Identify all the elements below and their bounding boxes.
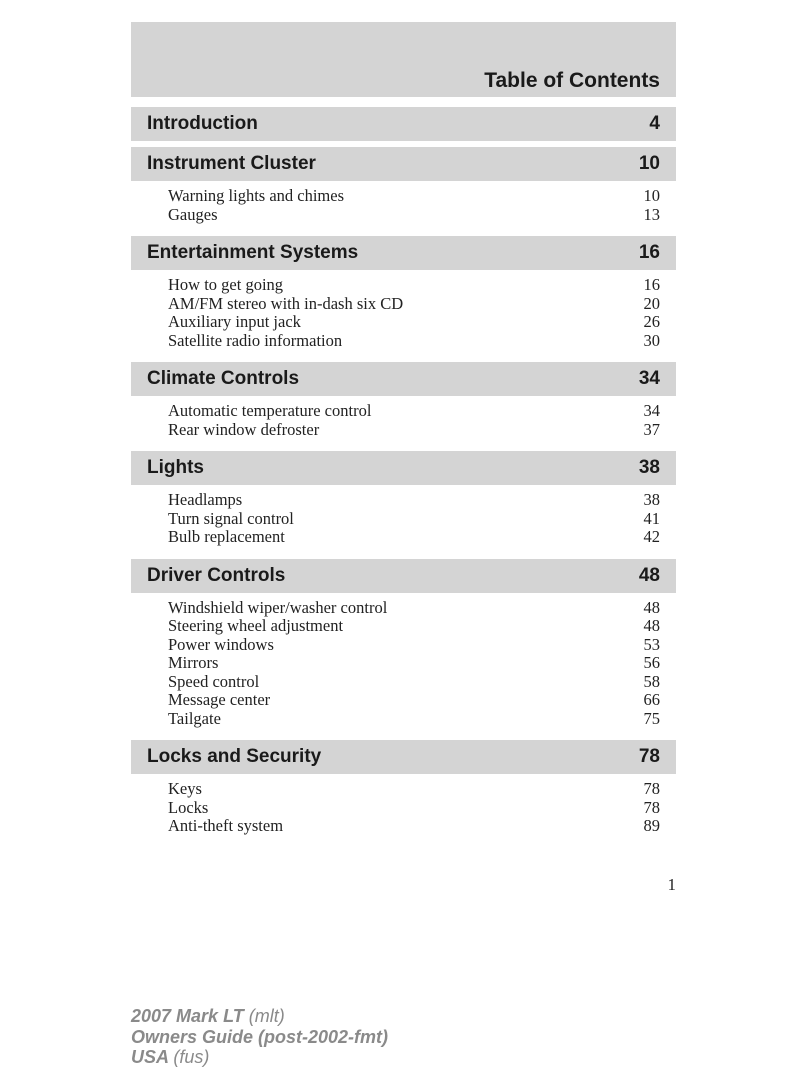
- section-title: Locks and Security: [147, 746, 322, 767]
- entry-page: 48: [643, 616, 660, 635]
- section-title: Driver Controls: [147, 564, 286, 586]
- entry-page: 78: [643, 797, 660, 817]
- toc-entry[interactable]: [168, 187, 660, 206]
- toc-section: [131, 362, 676, 445]
- toc-entry[interactable]: [168, 599, 660, 618]
- footer-line-market: [131, 1047, 388, 1068]
- section-header[interactable]: [131, 147, 676, 181]
- document-footer: [131, 1006, 388, 1068]
- section-spacer: [131, 836, 676, 842]
- entry-label: Mirrors: [168, 653, 219, 672]
- section-header[interactable]: [131, 559, 676, 593]
- entry-label: Headlamps: [168, 490, 243, 509]
- entry-page: 42: [643, 527, 660, 546]
- section-page: 10: [638, 153, 660, 174]
- toc-entry[interactable]: [168, 295, 660, 314]
- entry-label: How to get going: [168, 275, 284, 294]
- footer-line-guide: [131, 1027, 388, 1048]
- footer-guide: Owners Guide (post-2002-fmt): [131, 1026, 389, 1047]
- toc-entry[interactable]: [168, 421, 660, 440]
- section-header[interactable]: [131, 236, 676, 270]
- toc-section: [131, 559, 676, 735]
- section-spacer: [131, 439, 676, 445]
- entry-label: Anti-theft system: [168, 816, 284, 835]
- toc-entry[interactable]: [168, 206, 660, 225]
- toc-entry[interactable]: [168, 636, 660, 655]
- entry-label: Tailgate: [168, 708, 221, 728]
- entry-page: 58: [643, 671, 660, 691]
- toc-entry[interactable]: [168, 276, 660, 295]
- entry-page: 10: [643, 186, 660, 205]
- footer-line-model: [131, 1006, 388, 1027]
- section-title: Instrument Cluster: [147, 153, 316, 174]
- section-title: Introduction: [147, 113, 258, 134]
- toc-section: [131, 451, 676, 553]
- section-entries: [131, 270, 676, 350]
- section-spacer: [131, 728, 676, 734]
- footer-model: 2007 Mark LT: [131, 1006, 244, 1026]
- toc-entry[interactable]: [168, 528, 660, 547]
- section-page: 16: [638, 242, 660, 263]
- entry-label: Gauges: [168, 204, 218, 224]
- entry-label: Auxiliary input jack: [168, 312, 301, 331]
- footer-model-code: (mlt): [248, 1006, 285, 1026]
- entry-page: 56: [643, 653, 660, 672]
- entry-page: 20: [643, 293, 660, 313]
- toc-section: [131, 147, 676, 230]
- section-title: Lights: [147, 457, 204, 478]
- section-entries: [131, 485, 676, 547]
- entry-page: 16: [643, 275, 660, 294]
- entry-label: Automatic temperature control: [168, 401, 372, 420]
- section-entries: [131, 593, 676, 729]
- entry-page: 13: [643, 204, 660, 224]
- toc-entry[interactable]: [168, 654, 660, 673]
- toc-entry[interactable]: [168, 780, 660, 799]
- entry-page: 75: [643, 708, 660, 728]
- section-header[interactable]: [131, 362, 676, 396]
- toc-entry[interactable]: [168, 673, 660, 692]
- entry-page: 26: [643, 312, 660, 331]
- section-header[interactable]: [131, 740, 676, 774]
- section-page: 78: [638, 746, 660, 767]
- entry-page: 38: [643, 490, 660, 509]
- entry-label: Power windows: [168, 634, 274, 654]
- toc-section: [131, 740, 676, 842]
- entry-label: Message center: [168, 690, 271, 709]
- entry-page: 30: [643, 330, 660, 350]
- section-header[interactable]: [131, 107, 676, 141]
- page-title: Table of Contents: [484, 69, 660, 92]
- section-entries: [131, 396, 676, 439]
- entry-label: Steering wheel adjustment: [168, 616, 344, 635]
- toc-section: [131, 236, 676, 356]
- section-header[interactable]: [131, 451, 676, 485]
- section-entries: [131, 774, 676, 836]
- entry-label: Locks: [168, 797, 209, 817]
- toc-entry[interactable]: [168, 617, 660, 636]
- section-title: Climate Controls: [147, 368, 300, 389]
- toc-entry[interactable]: [168, 710, 660, 729]
- toc-entry[interactable]: [168, 402, 660, 421]
- entry-page: 66: [643, 690, 660, 709]
- entry-page: 78: [643, 779, 660, 798]
- section-page: 48: [638, 564, 660, 586]
- entry-page: 53: [643, 634, 660, 654]
- section-title: Entertainment Systems: [147, 242, 359, 263]
- toc-entry[interactable]: [168, 510, 660, 529]
- entry-page: 48: [643, 597, 660, 617]
- section-spacer: [131, 350, 676, 356]
- entry-label: AM/FM stereo with in-dash six CD: [168, 293, 404, 313]
- entry-page: 34: [643, 401, 660, 420]
- entry-label: Turn signal control: [168, 508, 294, 528]
- section-spacer: [131, 547, 676, 553]
- header-band: [131, 22, 676, 97]
- toc-page: [131, 22, 676, 848]
- toc-entry[interactable]: [168, 817, 660, 836]
- table-of-contents: [131, 107, 676, 842]
- entry-label: Speed control: [168, 671, 260, 691]
- section-spacer: [131, 224, 676, 230]
- section-entries: [131, 181, 676, 224]
- section-page: 4: [649, 113, 660, 134]
- section-page: 38: [638, 457, 660, 478]
- entry-label: Warning lights and chimes: [168, 186, 345, 205]
- toc-entry[interactable]: [168, 491, 660, 510]
- footer-market-code: (fus): [173, 1047, 210, 1067]
- toc-entry[interactable]: [168, 799, 660, 818]
- section-page: 34: [638, 368, 660, 389]
- toc-entry[interactable]: [168, 691, 660, 710]
- entry-label: Windshield wiper/washer control: [168, 597, 388, 617]
- toc-entry[interactable]: [168, 313, 660, 332]
- entry-label: Bulb replacement: [168, 527, 285, 546]
- entry-page: 37: [643, 419, 660, 439]
- footer-market: USA: [131, 1047, 169, 1067]
- page-number: 1: [667, 875, 676, 894]
- entry-label: Satellite radio information: [168, 330, 343, 350]
- toc-entry[interactable]: [168, 332, 660, 351]
- entry-page: 41: [643, 508, 660, 528]
- toc-section: [131, 107, 676, 141]
- entry-label: Keys: [168, 779, 202, 798]
- entry-page: 89: [643, 816, 660, 835]
- entry-label: Rear window defroster: [168, 419, 320, 439]
